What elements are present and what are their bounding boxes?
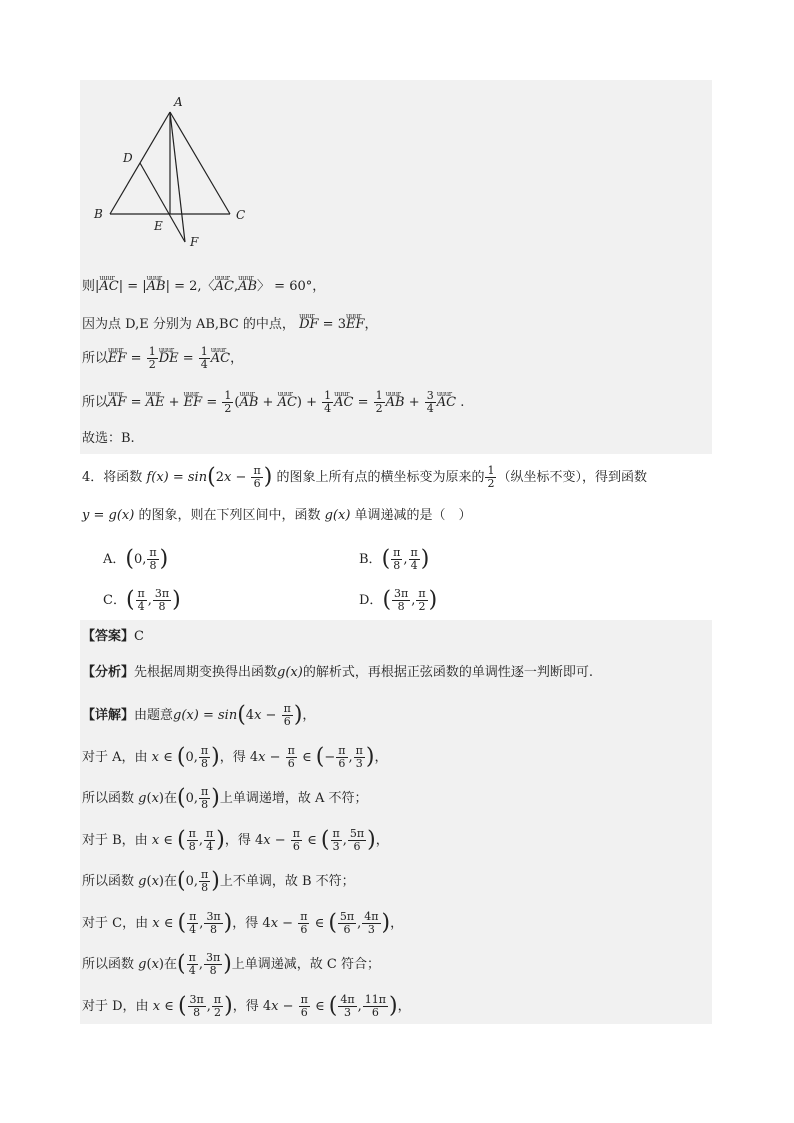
label-F: F — [190, 235, 199, 249]
solution-line-1: 则|uuur AC| = |uuur AB| = 2,〈uuur AC,uuur AB〉 = 60°， — [82, 277, 325, 297]
solution-choice: 故选：B. — [82, 431, 135, 446]
option-D[interactable]: D．( $\frac{3\pi}{8}$ , $\frac{\pi}{2}$ ) — [359, 587, 438, 613]
option-B[interactable]: B．( $\frac{\pi}{8}$ , $\frac{\pi}{4}$ ) — [359, 546, 430, 572]
option-C[interactable]: C．( $\frac{\pi}{4}$ , $\frac{3\pi}{8}$ ) — [103, 587, 181, 613]
solution-line-2: 因为点 D,E 分别为 AB,BC 的中点， uuur DF = 3uuur EF， — [82, 315, 378, 335]
detail-case-B: 对于 B，由 x ∈ ( $\frac{\pi}{8}$ , $\frac{\pi}{4}$ )，得 4x − $\frac{\pi}{6}$ ∈ ( $\frac{\pi}{3}$ , $\frac{5\pi}{6}$ )， — [82, 827, 389, 853]
detail-case-D: 对于 D，由 x ∈ ( $\frac{3\pi}{8}$ , $\frac{\pi}{2}$ )，得 4x − $\frac{\pi}{6}$ ∈ ( $\frac{4\pi}{3}$ , $\frac{11\pi}{6}$ )， — [82, 993, 411, 1019]
label-C: C — [236, 208, 246, 222]
detail-case-B-result: 所以函数 g(x)在(0, $\frac{\pi}{8}$ )上不单调，故 B 不符； — [82, 868, 355, 894]
label-E: E — [154, 219, 163, 233]
option-A[interactable]: A．(0, $\frac{\pi}{8}$ ) — [103, 546, 169, 572]
answer-line: 【答案】C — [82, 629, 144, 644]
detail-intro: 【详解】由题意g(x) = sin(4x − $\frac{\pi}{6}$ )， — [82, 702, 316, 728]
label-D: D — [123, 151, 133, 165]
detail-case-A: 对于 A，由 x ∈ (0, $\frac{\pi}{8}$ )，得 4x − $\frac{\pi}{6}$ ∈ (− $\frac{\pi}{6}$ , $\frac{\pi}{3}$ )， — [82, 744, 388, 770]
question-4-line-1: 4．将函数 f(x) = sin(2x − $\frac{\pi}{6}$ ) 的图象上所有点的横坐标变为原来的 $\frac{1}{2}$ （纵坐标不变），得到函数 — [82, 464, 647, 490]
label-A: A — [174, 95, 183, 109]
detail-case-C-result: 所以函数 g(x)在( $\frac{\pi}{4}$ , $\frac{3\pi}{8}$ )上单调递减，故 C 符合； — [82, 951, 381, 977]
solution-line-4: 所以uuur AF = uuur AE + uuur EF = $\frac{1}{2}$ (uuur AB + uuur AC) + $\frac{1}{4}$ uuur AC = $\frac{1}{2}$ uuur AB + $\frac{3}{4}$ uuur AC . — [82, 390, 464, 415]
triangle-figure — [90, 92, 260, 252]
analysis-line: 【分析】先根据周期变换得出函数g(x)的解析式，再根据正弦函数的单调性逐一判断即可. — [82, 665, 593, 680]
detail-case-A-result: 所以函数 g(x)在(0, $\frac{\pi}{8}$ )上单调递增，故 A 不符； — [82, 785, 368, 811]
question-4-line-2: y = g(x) 的图象，则在下列区间中，函数 g(x) 单调递减的是（ ） — [82, 508, 472, 523]
label-B: B — [94, 207, 103, 221]
detail-case-C: 对于 C，由 x ∈ ( $\frac{\pi}{4}$ , $\frac{3\pi}{8}$ )，得 4x − $\frac{\pi}{6}$ ∈ ( $\frac{5\pi}{6}$ , $\frac{4\pi}{3}$ )， — [82, 910, 404, 936]
solution-line-3: 所以uuur EF = $\frac{1}{2}$ uuur DE = $\frac{1}{4}$ uuur AC， — [82, 346, 243, 371]
